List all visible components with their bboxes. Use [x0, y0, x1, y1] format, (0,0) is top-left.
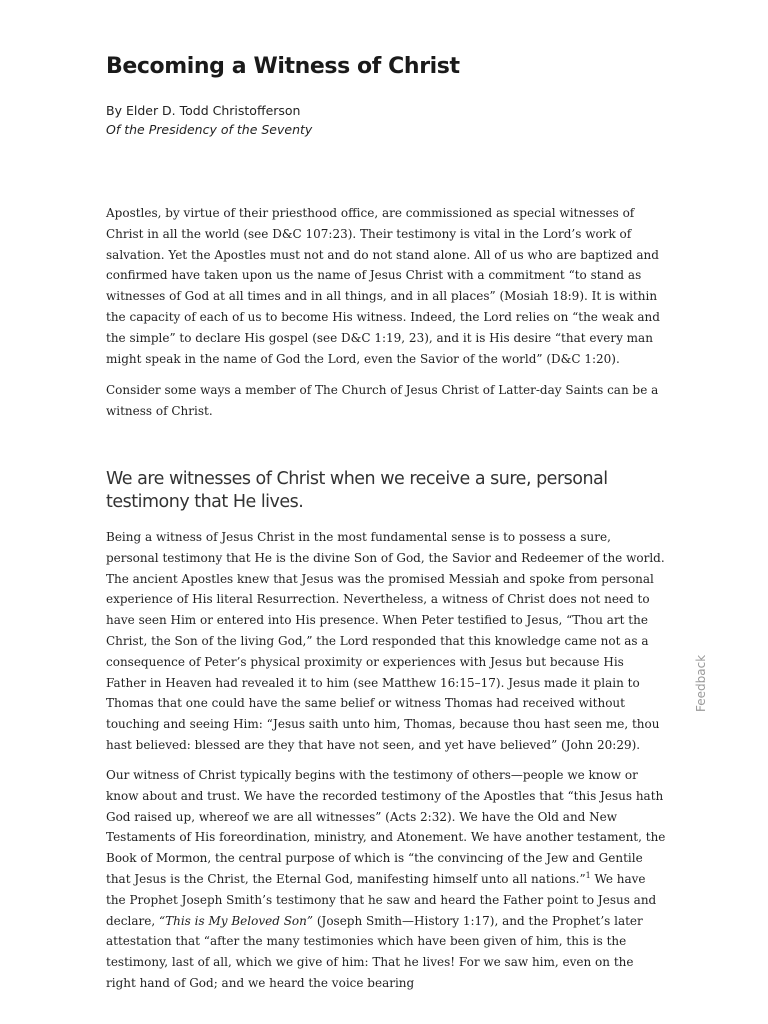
byline — [106, 101, 312, 139]
paragraph: Consider some ways a member of The Church of Jesus Christ of Latter-day Saints can be a witness of Christ. — [106, 383, 659, 418]
footnote-link[interactable]: 1 — [585, 870, 591, 880]
author-role: Of the Presidency of the Seventy — [106, 122, 313, 137]
paragraph: Apostles, by virtue of their priesthood office, are commissioned as special witnesses of Christ in all the world (see D&C 107:23). Their testimony is vital in the Lord’s work of salvation. Yet the Apostles must not and do not stand alone. All of us who are baptized and confirmed have taken upon us the name of Jesus Christ with a commitment “to stand as witnesses of God at all times and in all things, and in all places” (Mosiah 18:9). It is within the capacity of each of us to become His witness. Indeed, the Lord relies on “the weak and the simple” to declare His gospel (see D&C 1:19, 23), and it is His desire “that every man might speak in the name of God the Lord, even the Savior of the world” (D&C 1:20). — [106, 206, 660, 366]
section-heading: We are witnesses of Christ when we receive a sure, personal testimony that He lives. — [106, 469, 608, 512]
feedback-button[interactable]: Feedback — [694, 654, 708, 712]
paragraph-text: Our witness of Christ typically begins with the testimony of others—people we know or know about and trust. We have the recorded testimony of the Apostles that “this Jesus hath God raised up, whereof we are all witnesses” (Acts 2:32). We have the Old and New Testaments of His foreordination, ministry, and Atonement. We have another testament, the Book of Mormon, the central purpose of which is “the convincing of the Jew and Gentile that Jesus is the Christ, the Eternal God, manifesting himself unto all nations.” — [106, 768, 666, 886]
paragraph: Being a witness of Jesus Christ in the most fundamental sense is to possess a sure, personal testimony that He is the divine Son of God, the Savior and Redeemer of the world. The ancient Apostles knew that Jesus was the promised Messiah and spoke from personal experience of His literal Resurrection. Nevertheless, a witness of Christ does not need to have seen Him or entered into His presence. When Peter testified to Jesus, “Thou art the Christ, the Son of the living God,” the Lord responded that this knowledge came not as a consequence of Peter’s physical proximity or experiences with Jesus but because His Father in Heaven had revealed it to him (see Matthew 16:15–17). Jesus made it plain to Thomas that one could have the same belief or witness Thomas had received without touching and seeing Him: “Jesus saith unto him, Thomas, because thou hast seen me, thou hast believed: blessed are they that have not seen, and yet have believed” (John 20:29). — [106, 530, 665, 752]
paragraph-text: (Joseph Smith—History 1:17), and the Prophet’s later attestation that “after the many testimonies which have been given of him, this is the testimony, last of all, which we give of him: That he lives! For we saw him, even on the right hand of God; and we heard the voice bearing — [106, 913, 643, 990]
author-name: By Elder D. Todd Christofferson — [106, 103, 301, 118]
paragraph — [106, 765, 666, 994]
article-title: Becoming a Witness of Christ — [106, 54, 460, 79]
paragraph-text: We have the Prophet Joseph Smith’s testimony that he saw and heard the Father point to Jesus and declare, — [106, 871, 657, 928]
scripture-quote: “This is My Beloved Son” — [158, 913, 314, 928]
